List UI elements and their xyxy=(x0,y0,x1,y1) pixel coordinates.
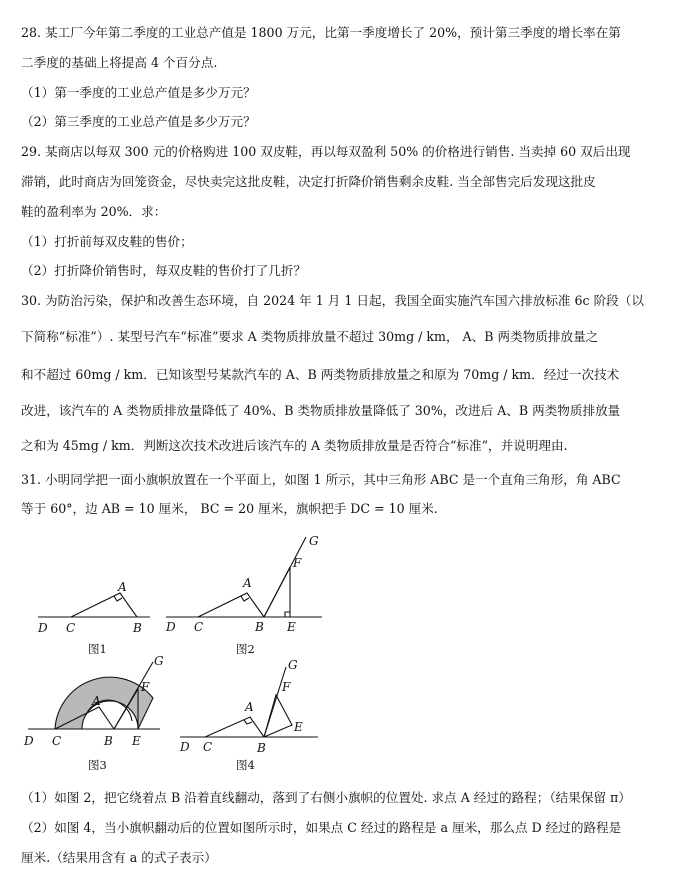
fig3-label-d: D xyxy=(24,734,34,748)
q29-line2: 滞销，此时商店为回笼资金，尽快卖完这批皮鞋，决定打折降价销售剩余皮鞋. 当全部售完后发现这批皮 xyxy=(21,174,596,189)
fig4-label-f: F xyxy=(282,680,291,694)
fig2-label-f: F xyxy=(293,556,302,570)
fig4-caption: 图4 xyxy=(236,758,255,772)
fig2-right-angle-mark-2 xyxy=(285,612,290,617)
q30-line4: 改进，该汽车的 A 类物质排放量降低了 40%、B 类物质排放量降低了 30%，改进后 A、B 两类物质排放量 xyxy=(21,403,621,418)
fig1-label-b: B xyxy=(133,621,142,635)
fig3-caption: 图3 xyxy=(88,758,107,772)
fig2-label-b: B xyxy=(255,620,264,634)
fig2-label-d: D xyxy=(166,620,176,634)
fig4-label-b: B xyxy=(257,741,266,755)
fig1-triangle xyxy=(71,593,137,617)
fig3-label-c: C xyxy=(52,734,62,748)
fig4-triangle xyxy=(205,717,264,737)
fig2-right-angle-mark xyxy=(241,596,249,601)
fig4-label-g: G xyxy=(288,658,298,672)
fig2-label-a: A xyxy=(243,576,252,590)
fig2-triangle xyxy=(198,593,264,617)
figure-3 xyxy=(23,654,164,772)
fig1-right-angle-mark xyxy=(114,596,122,601)
fig4-label-e: E xyxy=(294,720,303,734)
q28-sub1: （1）第一季度的工业总产值是多少万元？ xyxy=(21,85,256,100)
figures xyxy=(0,525,673,785)
fig1-caption: 图1 xyxy=(88,642,107,656)
q31-sub1: （1）如图 2，把它绕着点 B 沿着直线翻动，落到了右侧小旗帜的位置处. 求点 A 经过的路程；（结果保留 π） xyxy=(21,790,631,805)
fig4-label-d: D xyxy=(180,740,190,754)
q30-line1: 30. 为防治污染，保护和改善生态环境，自 2024 年 1 月 1 日起，我国全面实施汽车国六排放标准 6c 阶段（以 xyxy=(21,293,644,308)
q29-line1: 29. 某商店以每双 300 元的价格购进 100 双皮鞋，再以每双盈利 50% 的价格进行销售. 当卖掉 60 双后出现 xyxy=(21,144,631,159)
fig4-label-c: C xyxy=(203,740,213,754)
fig1-label-c: C xyxy=(66,621,76,635)
q29-sub1: （1）打折前每双皮鞋的售价； xyxy=(21,234,193,249)
q30-line5: 之和为 45mg / km．判断这次技术改进后该汽车的 A 类物质排放量是否符合“标准”，并说明理由. xyxy=(21,438,568,453)
fig3-label-a: A xyxy=(92,694,101,708)
fig2-caption: 图2 xyxy=(236,642,255,656)
fig3-label-b: B xyxy=(104,734,113,748)
q28-line1: 28. 某工厂今年第二季度的工业总产值是 1800 万元，比第一季度增长了 20%，预计第三季度的增长率在第 xyxy=(21,25,621,40)
q29-line3: 鞋的盈利率为 20%．求： xyxy=(21,204,167,219)
fig3-label-f: F xyxy=(141,680,150,694)
q28-sub2: （2）第三季度的工业总产值是多少万元？ xyxy=(21,114,256,129)
fig2-label-e: E xyxy=(287,620,296,634)
q30-line2: 下简称“标准”）. 某型号汽车“标准”要求 A 类物质排放量不超过 30mg / km， A、B 两类物质排放量之 xyxy=(21,329,599,344)
q28-line2: 二季度的基础上将提高 4 个百分点. xyxy=(21,55,218,70)
fig4-label-a: A xyxy=(245,700,254,714)
q31-line2: 等于 60°，边 AB = 10 厘米， BC = 20 厘米，旗帜把手 DC = 10 厘米. xyxy=(21,501,438,516)
fig4-right-angle-mark xyxy=(244,720,252,724)
fig1-label-d: D xyxy=(38,621,48,635)
q29-sub2: （2）打折降价销售时，每双皮鞋的售价打了几折？ xyxy=(21,263,307,278)
fig2-rotated-triangle xyxy=(264,567,290,617)
q30-line3: 和不超过 60mg / km．已知该型号某款汽车的 A、B 两类物质排放量之和原为 70mg / km．经过一次技术 xyxy=(21,367,620,382)
q31-line1: 31. 小明同学把一面小旗帜放置在一个平面上，如图 1 所示，其中三角形 ABC 是一个直角三角形，角 ABC xyxy=(21,472,621,487)
q31-sub2b: 厘米.（结果用含有 a 的式子表示） xyxy=(21,850,217,865)
fig2-label-c: C xyxy=(194,620,204,634)
figure-4 xyxy=(179,658,318,772)
figure-1 xyxy=(37,580,150,656)
figure-2 xyxy=(165,534,322,656)
fig3-label-e: E xyxy=(132,734,141,748)
fig1-label-a: A xyxy=(118,580,127,594)
fig4-rotated-triangle xyxy=(264,695,292,737)
q31-sub2a: （2）如图 4，当小旗帜翻动后的位置如图所示时，如果点 C 经过的路程是 a 厘米，那么点 D 经过的路程是 xyxy=(21,820,622,835)
fig3-label-g: G xyxy=(154,654,164,668)
fig2-label-g: G xyxy=(309,534,319,548)
